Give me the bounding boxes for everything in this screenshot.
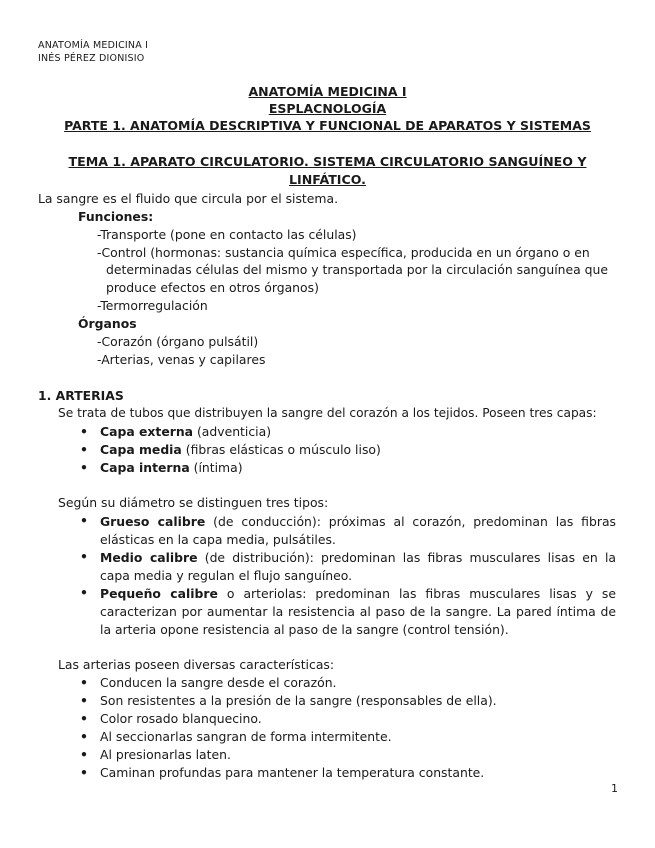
tipos-intro: Según su diámetro se distinguen tres tipos: (58, 495, 329, 510)
bullet-icon: • (80, 675, 88, 690)
funciones-heading: Funciones: (78, 209, 154, 224)
caracteristica-text: Caminan profundas para mantener la temperatura constante. (100, 765, 485, 780)
capa-desc: (íntima) (189, 460, 243, 475)
capa-name: Capa media (100, 442, 182, 457)
caracteristica-text: Al presionarlas laten. (100, 747, 231, 762)
bullet-icon: • (80, 711, 88, 726)
caracteristica-text: Son resistentes a la presión de la sangre (responsables de ella). (100, 693, 497, 708)
funcion-item: -Termorregulación (97, 298, 208, 313)
capa-name: Capa externa (100, 424, 194, 439)
tipo-desc: (de conducción): próximas al corazón, predominan las fibras elásticas en la capa media, pulsátiles. (100, 514, 616, 547)
arterias-intro: Se trata de tubos que distribuyen la sangre del corazón a los tejidos. Poseen tres capas: (58, 406, 597, 420)
tipo-name: Grueso calibre (100, 514, 206, 529)
bullet-icon: • (80, 747, 88, 762)
funcion-item: -Control (hormonas: sustancia química específica, producida en un órgano o en (97, 245, 590, 260)
caracteristica-text: Color rosado blanquecino. (100, 711, 262, 726)
caracteristicas-intro: Las arterias poseen diversas características: (58, 657, 335, 672)
organo-item: -Corazón (órgano pulsátil) (97, 334, 259, 349)
funcion-item-continued: produce efectos en otros órganos) (106, 280, 319, 295)
running-header-title: ANATOMÍA MEDICINA I (38, 40, 149, 51)
bullet-icon: • (80, 729, 88, 744)
tipo-name: Pequeño calibre (100, 586, 218, 601)
running-header-author: INÉS PÉREZ DIONISIO (38, 53, 145, 64)
tema-title-line2: LINFÁTICO. (289, 172, 366, 187)
doc-title: ANATOMÍA MEDICINA I (248, 84, 407, 99)
organo-item: -Arterias, venas y capilares (97, 352, 266, 367)
part-title: PARTE 1. ANATOMÍA DESCRIPTIVA Y FUNCIONAL DE APARATOS Y SISTEMAS (64, 118, 591, 133)
tipo-desc: (de distribución): predominan las fibras musculares lisas en la capa media y regulan el flujo sanguíneo. (100, 550, 616, 583)
tipo-name: Medio calibre (100, 550, 198, 565)
bullet-icon: • (80, 424, 88, 439)
tipo-desc: o arteriolas: predominan las fibras musculares lisas y se caracterizan por aumentar la resistencia al paso de la sangre. La pared íntima de la arteria opone resistencia al paso de la sangre (control tensión). (100, 586, 616, 637)
bullet-icon: • (80, 765, 88, 780)
bullet-icon: • (80, 549, 88, 564)
capa-desc: (fibras elásticas o músculo liso) (181, 442, 381, 457)
bullet-icon: • (80, 460, 88, 475)
caracteristica-text: Conducen la sangre desde el corazón. (100, 675, 337, 690)
section-heading-arterias: 1. ARTERIAS (38, 388, 124, 403)
bullet-icon: • (80, 442, 88, 457)
bullet-icon: • (80, 693, 88, 708)
bullet-icon: • (80, 513, 88, 528)
capa-desc: (adventicia) (193, 424, 272, 439)
tema-title-line1: TEMA 1. APARATO CIRCULATORIO. SISTEMA CIRCULATORIO SANGUÍNEO Y (68, 154, 587, 169)
bullet-icon: • (80, 585, 88, 600)
capa-name: Capa interna (100, 460, 190, 475)
page-number: 1 (611, 782, 618, 795)
doc-subtitle: ESPLACNOLOGÍA (268, 101, 387, 116)
organos-heading: Órganos (78, 316, 137, 331)
caracteristica-text: Al seccionarlas sangran de forma intermitente. (100, 729, 392, 744)
funcion-item: -Transporte (pone en contacto las células) (97, 227, 357, 242)
funcion-item-continued: determinadas células del mismo y transportada por la circulación sanguínea que (106, 262, 609, 277)
intro-text: La sangre es el fluido que circula por el sistema. (38, 191, 339, 206)
